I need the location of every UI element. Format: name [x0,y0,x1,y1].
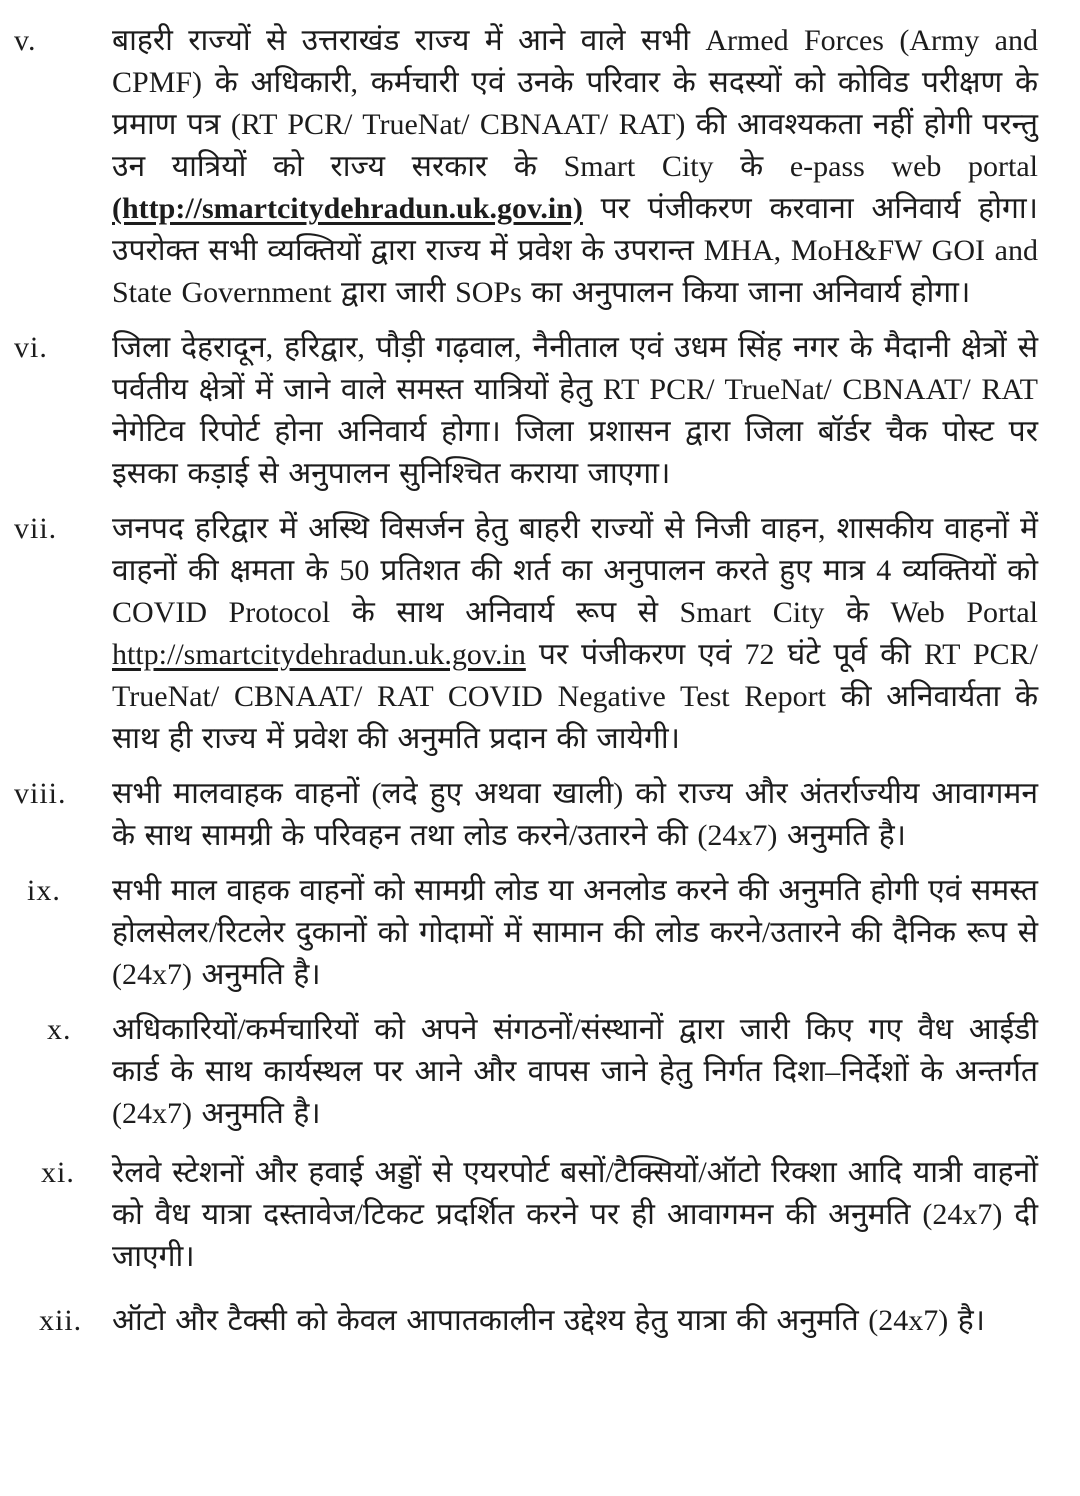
url-text-underlined: http://smartcitydehradun.uk.gov.in [112,638,526,671]
list-item [0,508,1038,760]
list-item-number: xi. [41,1156,75,1189]
list-item [0,1152,1038,1278]
text-segment: बाहरी राज्यों से उत्तराखंड राज्य में आने वाले सभी Armed Forces (Army and CPMF) के अधिकारी, कर्मचारी एवं उनके परिवार के सदस्यों को कोविड परीक्षण के प्रमाण पत्र (RT PCR/ TrueNat/ CBNAAT/ RAT) की आवश्यकता नहीं होगी परन्तु उन यात्रियों को राज्य सरकार के Smart City के e-pass web portal [112,24,1038,183]
list-item-text [112,508,1038,760]
list-item-text [112,327,1038,495]
text-segment: जिला देहरादून, हरिद्वार, पौड़ी गढ़वाल, नैनीताल एवं उधम सिंह नगर के मैदानी क्षेत्रों से पर्वतीय क्षेत्रों में जाने वाले समस्त यात्रियों हेतु RT PCR/ TrueNat/ CBNAAT/ RAT नेगेटिव रिपोर्ट होना अनिवार्य होगा। जिला प्रशासन द्वारा जिला बॉर्डर चैक पोस्ट पर इसका कड़ाई से अनुपालन सुनिश्चित कराया जाएगा। [112,331,1038,490]
text-segment: अधिकारियों/कर्मचारियों को अपने संगठनों/संस्थानों द्वारा जारी किए गए वैध आईडी कार्ड के साथ कार्यस्थल पर आने और वापस जाने हेतु निर्गत दिशा–निर्देशों के अन्तर्गत (24x7) अनुमति है। [112,1013,1038,1130]
list-item [0,773,1038,857]
url-text-bold-underlined: (http://smartcitydehradun.uk.gov.in) [112,192,583,225]
text-segment: पर पंजीकरण करवाना अनिवार्य होगा। उपरोक्त सभी व्यक्तियों द्वारा राज्य में प्रवेश के उपरान्त MHA, MoH&FW GOI and State Government द्वारा जारी SOPs का अनुपालन किया जाना अनिवार्य होगा। [112,192,1038,309]
list-item-text [112,20,1038,314]
text-segment: रेलवे स्टेशनों और हवाई अड्डों से एयरपोर्ट बसों/टैक्सियों/ऑटो रिक्शा आदि यात्री वाहनों को वैध यात्रा दस्तावेज/टिकट प्रदर्शित करने पर ही आवागमन की अनुमति (24x7) दी जाएगी। [112,1156,1038,1273]
list-item-text [112,1009,1038,1135]
list-item-number: viii. [14,777,67,810]
list-item-number: ix. [27,874,61,907]
list-item [0,327,1038,495]
list-item-number: vi. [14,331,48,364]
list-item-number: vii. [14,512,58,545]
list-item-number: x. [47,1013,72,1046]
list-item-text [112,773,1038,857]
text-segment: सभी मालवाहक वाहनों (लदे हुए अथवा खाली) को राज्य और अंतर्राज्यीय आवागमन के साथ सामग्री के परिवहन तथा लोड करने/उतारने की (24x7) अनुमति है। [112,777,1038,852]
text-segment: जनपद हरिद्वार में अस्थि विसर्जन हेतु बाहरी राज्यों से निजी वाहन, शासकीय वाहनों में वाहनों की क्षमता के 50 प्रतिशत की शर्त का अनुपालन करते हुए मात्र 4 व्यक्तियों को COVID Protocol के साथ अनिवार्य रूप से Smart City के Web Portal [112,512,1038,629]
text-segment: सभी माल वाहक वाहनों को सामग्री लोड या अनलोड करने की अनुमति होगी एवं समस्त होलसेलर/रिटलेर दुकानों को गोदामों में सामान की लोड करने/उतारने की दैनिक रूप से (24x7) अनुमति है। [112,874,1038,991]
numbered-list [0,20,1038,1342]
list-item [0,1300,1038,1342]
list-item-number: v. [14,24,37,57]
list-item-text [112,870,1038,996]
list-item-number: xii. [39,1304,83,1337]
list-item-text [112,1300,1038,1342]
list-item [0,20,1038,314]
text-segment: ऑटो और टैक्सी को केवल आपातकालीन उद्देश्य हेतु यात्रा की अनुमति (24x7) है। [112,1304,985,1337]
text-segment: पर पंजीकरण एवं 72 घंटे पूर्व की RT PCR/ TrueNat/ CBNAAT/ RAT COVID Negative Test Report की अनिवार्यता के साथ ही राज्य में प्रवेश की अनुमति प्रदान की जायेगी। [112,638,1038,755]
list-item [0,1009,1038,1135]
list-item-text [112,1152,1038,1278]
list-item [0,870,1038,996]
